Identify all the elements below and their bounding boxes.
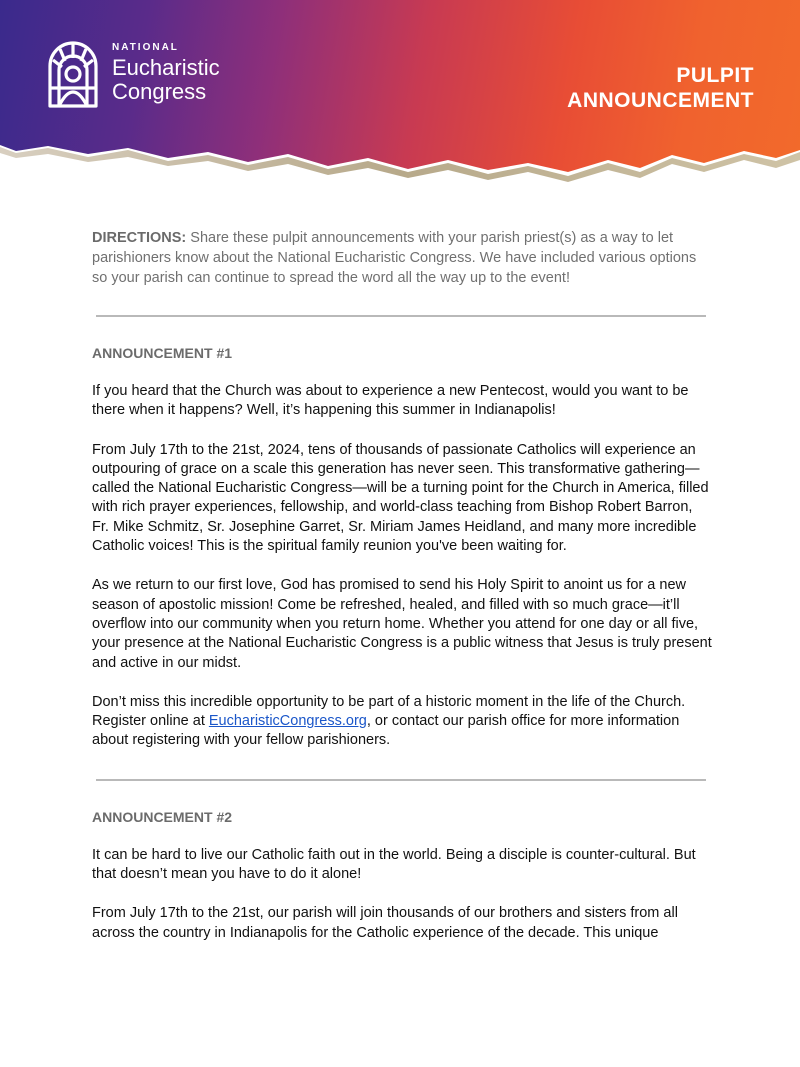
national-eucharistic-congress-logo (44, 36, 220, 110)
directions-label: DIRECTIONS: (92, 230, 187, 246)
announcement-2-paragraph-1: It can be hard to live our Catholic faith out in the world. Being a disciple is counter-cultural. But that doesn’t mean you have to do it alone! (92, 846, 696, 883)
announcement-2-heading: ANNOUNCEMENT #2 (92, 808, 233, 825)
page-title-line2: ANNOUNCEMENT (567, 89, 754, 112)
logo-text-national: NATIONAL (112, 41, 179, 53)
announcement-1-paragraph-4-tail: , or contact our parish office for more information about registering with your fellow parishioners. (92, 713, 680, 749)
announcement-1-paragraph-3: As we return to our first love, God has promised to send his Holy Spirit to anoint us for a new season of apostolic mission! Come be refreshed, healed, and filled with so much grace—it’ll overflow into our community when you return home. Whether you attend for one day or all five, your presence at the National Eucharistic Congress is a public witness that Jesus is truly present and active in our midst. (92, 577, 712, 671)
page-title-line1: PULPIT (676, 64, 754, 87)
monstrance-icon (44, 36, 102, 110)
logo-text-eucharistic: Eucharistic (112, 54, 220, 80)
page-title (567, 63, 754, 113)
section-divider (96, 779, 706, 781)
eucharistic-congress-link[interactable]: EucharisticCongress.org (208, 713, 367, 730)
announcement-1-paragraph-4 (92, 693, 712, 751)
document-body (92, 228, 712, 943)
announcement-2-paragraph-2: From July 17th to the 21st, our parish will join thousands of our brothers and sisters from all across the country in Indianapolis for the Catholic experience of the decade. This unique (92, 905, 678, 941)
directions-paragraph (92, 228, 712, 288)
logo-text-congress: Congress (112, 78, 207, 104)
announcement-1-paragraph-1: If you heard that the Church was about to experience a new Pentecost, would you want to be there when it happens? Well, it’s happening this summer in Indianapolis! (92, 383, 689, 419)
directions-text: Share these pulpit announcements with your parish priest(s) as a way to let parishioners know about the National Eucharistic Congress. We have included various options so your parish can continue to spread the word all the way up to the event! (92, 230, 697, 286)
section-divider (96, 315, 706, 317)
announcement-1-paragraph-2: From July 17th to the 21st, 2024, tens of thousands of passionate Catholics will experience an outpouring of grace on a scale this generation has never seen. This transformative gathering—called the National Eucharistic Congress—will be a turning point for the Church in America, filled with rich prayer experiences, fellowship, and world-class teaching from Bishop Robert Barron, Fr. Mike Schmitz, Sr. Josephine Garret, Sr. Miriam James Heidland, and many more incredible Catholic voices! This is the spiritual family reunion you've been waiting for. (92, 441, 709, 555)
announcement-1-heading: ANNOUNCEMENT #1 (92, 345, 233, 361)
announcement-1-paragraph-4-text: Don’t miss this incredible opportunity to be part of a historic moment in the life of the Church. Register online at (92, 693, 686, 730)
